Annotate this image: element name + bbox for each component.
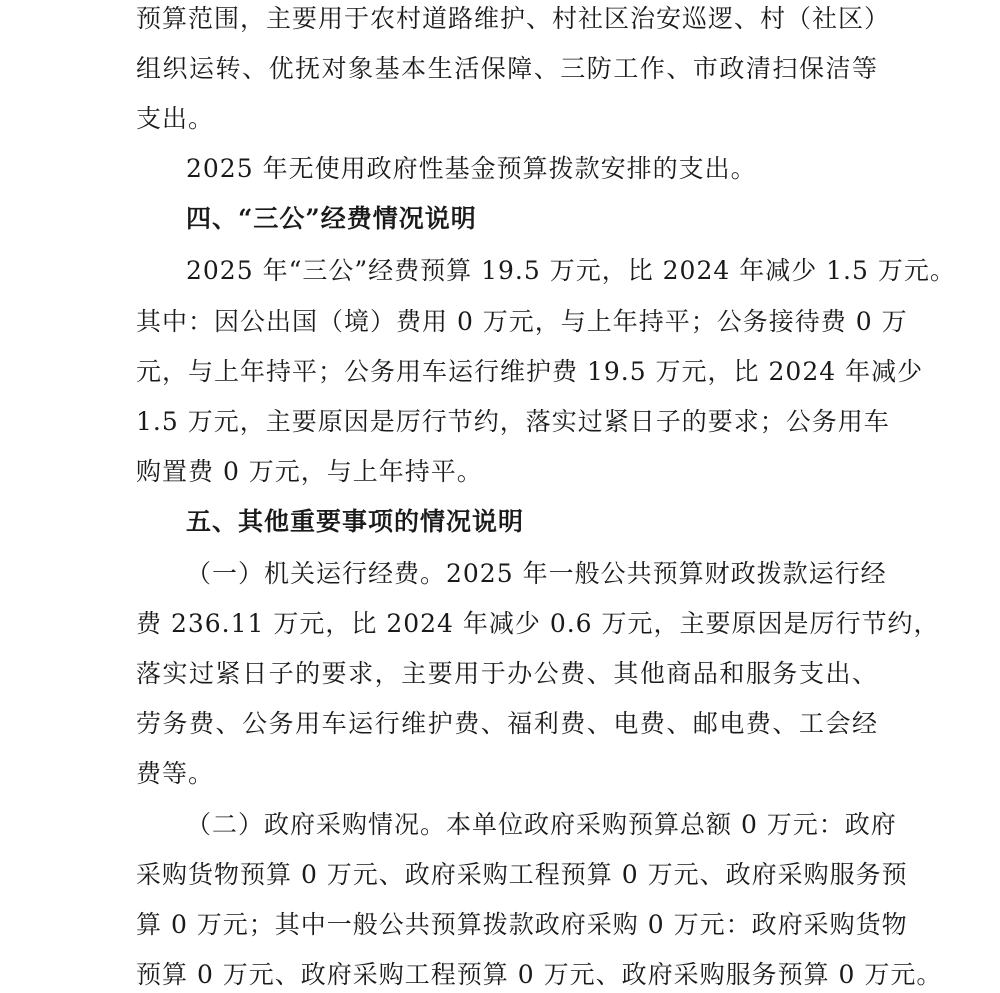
paragraph-line: 1.5 万元，主要原因是厉行节约，落实过紧日子的要求；公务用车 xyxy=(136,407,890,436)
paragraph-line: 预算 0 万元、政府采购工程预算 0 万元、政府采购服务预算 0 万元。 xyxy=(136,960,943,989)
paragraph-line: 费 236.11 万元，比 2024 年减少 0.6 万元，主要原因是厉行节约， xyxy=(136,609,940,638)
section-heading-5: 五、其他重要事项的情况说明 xyxy=(186,507,525,536)
paragraph-line: 采购货物预算 0 万元、政府采购工程预算 0 万元、政府采购服务预 xyxy=(136,860,908,889)
paragraph-line: 组织运转、优抚对象基本生活保障、三防工作、市政清扫保洁等 xyxy=(136,54,878,83)
paragraph-line: 落实过紧日子的要求，主要用于办公费、其他商品和服务支出、 xyxy=(136,659,878,688)
paragraph-line: 支出。 xyxy=(136,104,215,133)
paragraph-line: 费等。 xyxy=(136,759,215,788)
paragraph-line: 劳务费、公务用车运行维护费、福利费、电费、邮电费、工会经 xyxy=(136,709,878,738)
paragraph-line: 2025 年“三公”经费预算 19.5 万元，比 2024 年减少 1.5 万元。 xyxy=(186,256,956,285)
paragraph-line: 预算范围，主要用于农村道路维护、村社区治安巡逻、村（社区） xyxy=(136,4,891,33)
paragraph-line: 2025 年无使用政府性基金预算拨款安排的支出。 xyxy=(186,154,757,183)
paragraph-line: （一）机关运行经费。2025 年一般公共预算财政拨款运行经 xyxy=(186,559,887,588)
paragraph-line: 购置费 0 万元，与上年持平。 xyxy=(136,457,483,486)
paragraph-line: 算 0 万元；其中一般公共预算拨款政府采购 0 万元：政府采购货物 xyxy=(136,910,908,939)
paragraph-line: 其中：因公出国（境）费用 0 万元，与上年持平；公务接待费 0 万 xyxy=(136,307,908,336)
paragraph-line: 元，与上年持平；公务用车运行维护费 19.5 万元，比 2024 年减少 xyxy=(136,357,924,386)
paragraph-line: （二）政府采购情况。本单位政府采购预算总额 0 万元：政府 xyxy=(186,810,897,839)
section-heading-4: 四、“三公”经费情况说明 xyxy=(186,204,477,233)
